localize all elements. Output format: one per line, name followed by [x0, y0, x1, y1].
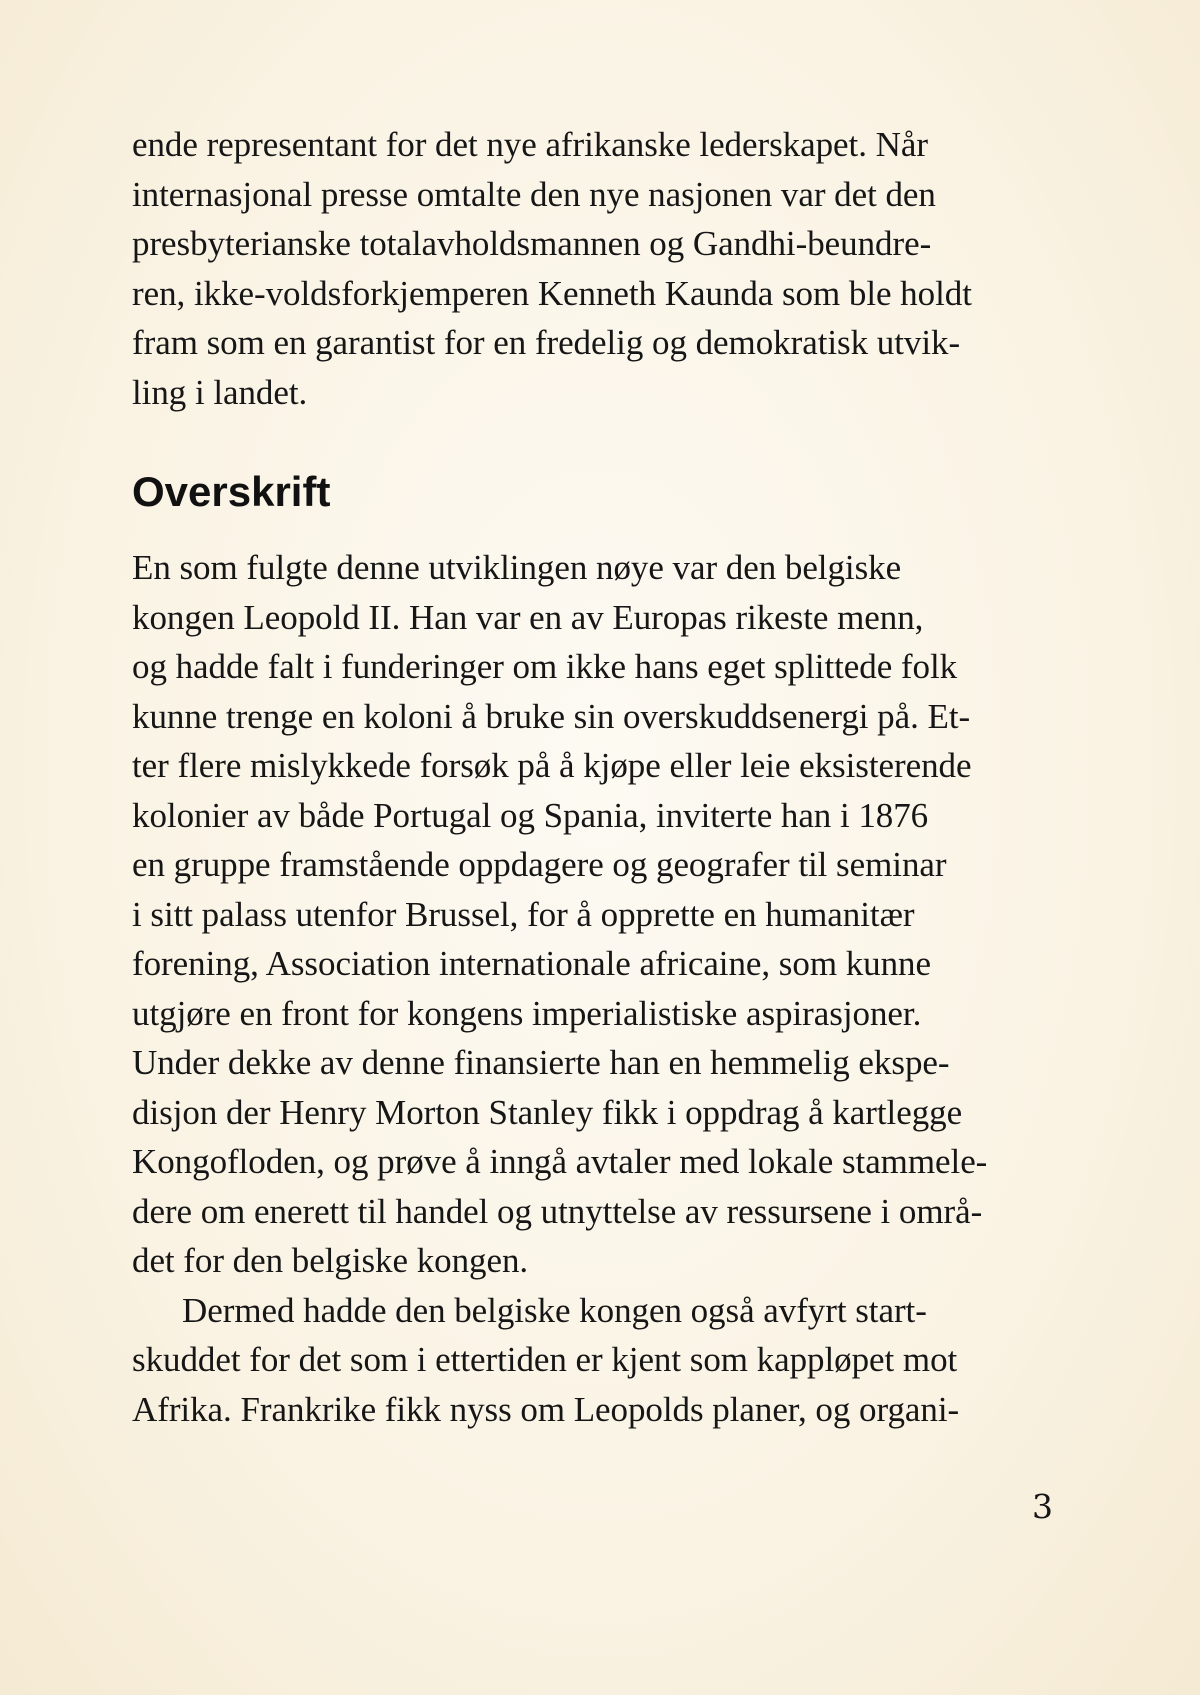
text-line: Dermed hadde den belgiske kongen også avfyrt start- [182, 1290, 927, 1330]
text-line: og hadde falt i funderinger om ikke hans eget splittede folk [132, 647, 958, 686]
text-line: kongen Leopold II. Han var en av Europas rikeste menn, [132, 597, 924, 637]
text-line: kunne trenge en koloni å bruke sin overskuddsenergi på. Et- [132, 696, 971, 736]
text-line: internasjonal presse omtalte den nye nasjonen var det den [132, 174, 936, 214]
text-line: Kongofloden, og prøve å inngå avtaler med lokale stammele- [132, 1142, 988, 1181]
text-line: i sitt palass utenfor Brussel, for å opprette en humanitær [132, 894, 915, 934]
paragraph-1 [132, 120, 1072, 417]
text-line: fram som en garantist for en fredelig og demokratisk utvik- [132, 323, 961, 362]
text-line: kolonier av både Portugal og Spania, inviterte han i 1876 [132, 795, 929, 835]
text-line: en gruppe framstående oppdagere og geografer til seminar [132, 845, 947, 884]
text-line: dere om enerett til handel og utnyttelse av ressursene i områ- [132, 1191, 983, 1231]
page-body [132, 120, 1072, 1434]
paragraph-3 [132, 1286, 1072, 1435]
text-line: skuddet for det som i ettertiden er kjent som kappløpet mot [132, 1340, 958, 1379]
text-line: ter flere mislykkede forsøk på å kjøpe eller leie eksisterende [132, 746, 972, 785]
paragraph-2 [132, 543, 1072, 1286]
text-line: ende representant for det nye afrikanske lederskapet. Når [132, 125, 928, 164]
text-line: Under dekke av denne finansierte han en hemmelig ekspe- [132, 1043, 950, 1082]
text-line: presbyterianske totalavholdsmannen og Gandhi-beundre- [132, 224, 932, 263]
text-line: utgjøre en front for kongens imperialistiske aspirasjoner. [132, 993, 922, 1033]
text-line: En som fulgte denne utviklingen nøye var den belgiske [132, 548, 902, 587]
section-heading: Overskrift [132, 468, 331, 515]
text-line: ren, ikke-voldsforkjemperen Kenneth Kaunda som ble holdt [132, 273, 972, 313]
text-line: disjon der Henry Morton Stanley fikk i oppdrag å kartlegge [132, 1092, 963, 1132]
page-number: 3 [1032, 1487, 1053, 1526]
text-line: Afrika. Frankrike fikk nyss om Leopolds planer, og organi- [132, 1389, 960, 1429]
text-line: det for den belgiske kongen. [132, 1241, 529, 1280]
text-line: ling i landet. [132, 372, 308, 412]
text-line: forening, Association internationale africaine, som kunne [132, 944, 931, 983]
